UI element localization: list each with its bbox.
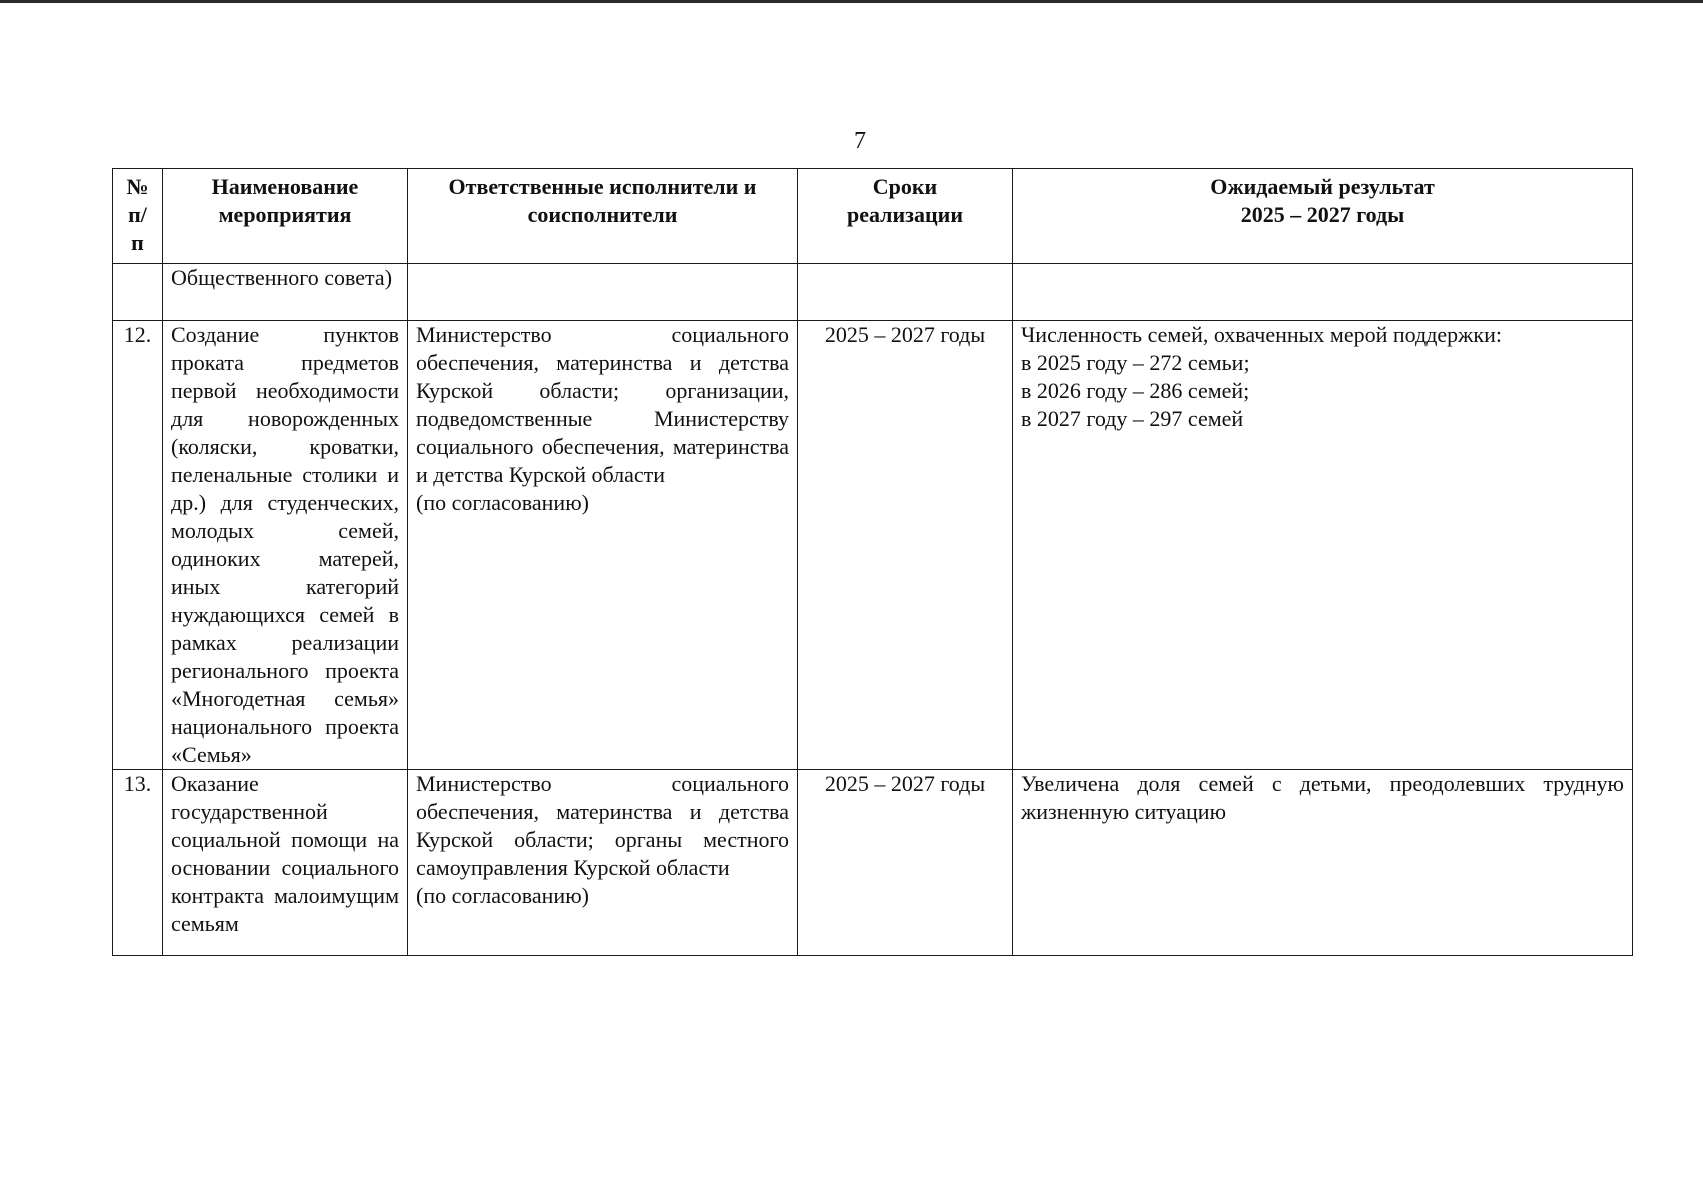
responsible-note: (по согласованию)	[416, 490, 589, 515]
result-line: Численность семей, охваченных мерой поддержки:	[1021, 322, 1502, 347]
cell-name: Создание пунктов проката предметов первой необходимости для новорожденных (коляски, кроватки, пеленальные столики и др.) для студенческих, молодых семей, одиноких матерей, иных категорий нуждающихся семей в рамках реализации регионального проекта «Многодетная семья» национального проекта «Семья»	[163, 321, 408, 770]
cell-name: Оказание государственной социальной помощи на основании социального контракта малоимущим семьям	[163, 770, 408, 956]
cell-result	[1013, 321, 1633, 770]
header-num-line: п	[131, 230, 144, 255]
header-terms	[798, 169, 1013, 264]
responsible-text: Министерство социального обеспечения, материнства и детства Курской области; органы местного самоуправления Курской области	[416, 771, 789, 880]
cell-num: 12.	[113, 321, 163, 770]
result-line: в 2026 году – 286 семей;	[1021, 378, 1250, 403]
header-num-line: №	[126, 174, 149, 199]
cell-result	[1013, 770, 1633, 956]
header-result-line: 2025 – 2027 годы	[1240, 202, 1405, 227]
header-result	[1013, 169, 1633, 264]
cell-terms	[798, 264, 1013, 321]
cell-terms: 2025 – 2027 годы	[798, 321, 1013, 770]
header-terms-line: реализации	[846, 202, 964, 227]
result-line: в 2025 году – 272 семьи;	[1021, 350, 1250, 375]
table-row-continuation	[113, 264, 1633, 321]
cell-responsible	[408, 264, 798, 321]
cell-terms: 2025 – 2027 годы	[798, 770, 1013, 956]
header-num-line: п/	[128, 202, 147, 227]
header-name	[163, 169, 408, 264]
cell-num: 13.	[113, 770, 163, 956]
cell-responsible	[408, 321, 798, 770]
header-responsible-line: соисполнители	[527, 202, 678, 227]
header-name-line: Наименование	[211, 174, 359, 199]
cell-num	[113, 264, 163, 321]
header-terms-line: Сроки	[872, 174, 938, 199]
header-name-line: мероприятия	[218, 202, 352, 227]
cell-result	[1013, 264, 1633, 321]
table-row	[113, 770, 1633, 956]
result-line: в 2027 году – 297 семей	[1021, 406, 1244, 431]
header-responsible-line: Ответственные исполнители и	[448, 174, 757, 199]
responsible-note: (по согласованию)	[416, 883, 589, 908]
header-num	[113, 169, 163, 264]
measures-table	[112, 168, 1633, 956]
page-top-edge	[0, 0, 1703, 3]
cell-name: Общественного совета)	[163, 264, 408, 321]
responsible-text: Министерство социального обеспечения, материнства и детства Курской области; организации, подведомственные Министерству социального обеспечения, материнства и детства Курской области	[416, 322, 789, 487]
header-result-line: Ожидаемый результат	[1210, 174, 1435, 199]
header-responsible	[408, 169, 798, 264]
table-row	[113, 321, 1633, 770]
result-line: Увеличена доля семей с детьми, преодолевших трудную жизненную ситуацию	[1021, 771, 1624, 824]
page-number: 7	[854, 128, 866, 154]
cell-responsible	[408, 770, 798, 956]
table-header-row	[113, 169, 1633, 264]
